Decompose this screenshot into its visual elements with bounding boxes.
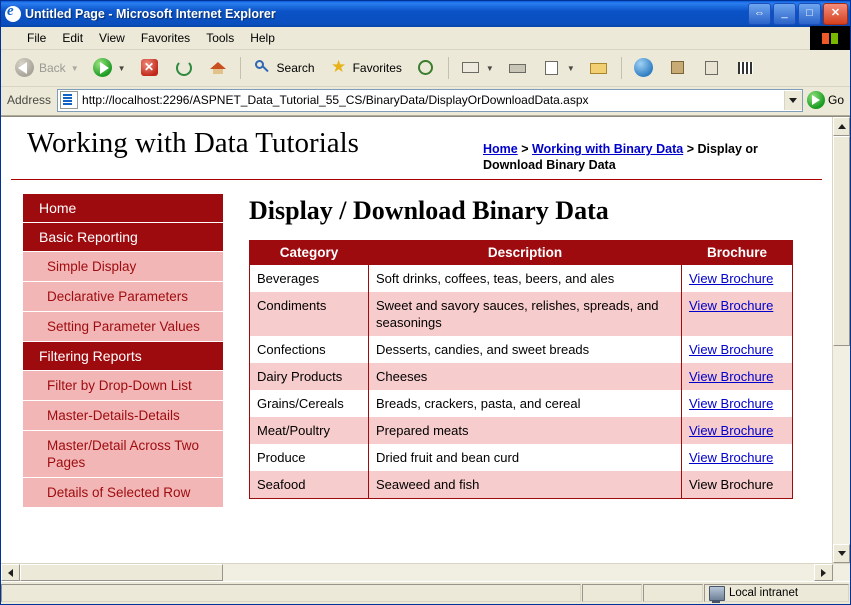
back-button-label: Back [39,61,66,75]
internet-explorer-icon [5,6,21,22]
address-bar [1,87,850,116]
view-brochure-link[interactable]: View Brochure [689,298,774,313]
messenger-button[interactable] [628,54,660,82]
horizontal-scrollbar[interactable] [1,563,850,581]
page-title: Display / Download Binary Data [249,196,609,225]
scroll-right-button[interactable] [814,564,833,581]
main-content [223,180,832,499]
stop-button[interactable] [134,54,166,82]
table-row [250,292,793,336]
menu-item-favorites[interactable]: Favorites [140,31,191,45]
view-brochure-link[interactable]: View Brochure [689,271,774,286]
toolbar-separator [240,57,241,79]
cell-category: Confections [250,336,369,363]
table-row [250,363,793,390]
print-button[interactable] [502,54,534,82]
column-header-description: Description [369,241,682,265]
cell-category: Condiments [250,292,369,336]
toolbar [1,50,850,87]
sidebar [1,180,223,508]
go-button-label: Go [827,93,844,107]
refresh-button[interactable] [168,54,200,82]
horizontal-scroll-thumb[interactable] [20,564,223,581]
view-brochure-text[interactable]: View Brochure [689,477,774,492]
favorites-button[interactable] [323,54,408,82]
home-icon [208,58,228,78]
cell-description: Desserts, candies, and sweet breads [369,336,682,363]
breadcrumb-separator-1: > [521,142,529,156]
address-dropdown-icon[interactable] [784,91,802,110]
sidebar-item-master-details-details[interactable]: Master-Details-Details [23,401,223,431]
cell-brochure [682,417,793,444]
barcode-button[interactable] [730,54,762,82]
search-button-label: Search [276,61,315,75]
back-dropdown-icon[interactable]: ▼ [70,63,79,73]
cell-description: Soft drinks, coffees, teas, beers, and ales [369,265,682,293]
breadcrumb-separator-2: > [686,142,694,156]
scroll-down-button[interactable] [833,544,850,563]
forward-arrow-icon [93,58,113,78]
column-header-category: Category [250,241,369,265]
notes-button[interactable] [696,54,728,82]
breadcrumb-link-binary-data[interactable]: Working with Binary Data [532,142,684,156]
cell-description: Seaweed and fish [369,471,682,499]
sidebar-item-filtering-reports[interactable]: Filtering Reports [23,342,223,371]
menu-item-file[interactable]: File [27,31,47,45]
edit-page-icon [542,58,562,78]
categories-table [249,240,793,499]
go-arrow-icon [807,91,825,109]
cell-description: Sweet and savory sauces, relishes, spreads, and seasonings [369,292,682,336]
favorites-button-label: Favorites [352,61,402,75]
menu-item-view[interactable]: View [99,31,125,45]
table-row [250,417,793,444]
edit-dropdown-icon[interactable]: ▼ [566,63,575,73]
network-icon [709,586,725,601]
close-window-button[interactable]: ✕ [823,3,848,25]
cell-description: Cheeses [369,363,682,390]
cell-brochure [682,390,793,417]
window-title: Untitled Page - Microsoft Internet Explorer [25,7,276,21]
document-area [1,116,850,563]
horizontal-scroll-track[interactable] [223,564,814,581]
security-zone-label: Local intranet [729,587,799,599]
sidebar-item-simple-display[interactable]: Simple Display [23,252,223,282]
notepad-icon [702,58,722,78]
cell-category: Grains/Cereals [250,390,369,417]
site-title: Working with Data Tutorials [27,127,359,159]
breadcrumb [483,127,808,173]
restore-window-button[interactable]: ⇔ [748,3,771,25]
vertical-scrollbar[interactable] [832,117,850,563]
vertical-scroll-track[interactable] [833,136,850,544]
security-zone[interactable] [704,584,849,602]
cell-brochure [682,336,793,363]
go-button[interactable] [807,91,848,109]
history-icon [416,58,436,78]
mail-dropdown-icon[interactable]: ▼ [485,63,494,73]
mail-icon [461,58,481,78]
status-bar [1,581,850,604]
home-button[interactable] [202,54,234,82]
sidebar-item-declarative-parameters[interactable]: Declarative Parameters [23,282,223,312]
toolbar-separator [621,57,622,79]
star-icon: ★ [330,57,347,76]
printer-icon [508,58,528,78]
search-icon [253,58,273,78]
cell-brochure [682,292,793,336]
breadcrumb-current: Display or Download Binary Data [483,142,758,172]
globe-icon [634,58,654,78]
cell-category: Dairy Products [250,363,369,390]
research-icon [668,58,688,78]
cell-category: Meat/Poultry [250,417,369,444]
page-header [11,117,822,180]
cell-brochure [682,265,793,293]
view-brochure-link[interactable]: View Brochure [689,369,774,384]
column-header-brochure: Brochure [682,241,793,265]
search-button[interactable] [247,54,321,82]
cell-brochure [682,471,793,499]
cell-brochure [682,444,793,471]
edit-button[interactable] [536,54,581,82]
content-row [1,180,832,508]
menu-item-tools[interactable]: Tools [206,31,235,45]
address-label: Address [7,93,52,107]
history-button[interactable] [410,54,442,82]
cell-category: Beverages [250,265,369,293]
forward-button[interactable] [87,54,132,82]
sidebar-item-master-detail-across-two-pages[interactable]: Master/Detail Across Two Pages [23,431,223,478]
sidebar-item-filter-by-drop-down-list[interactable]: Filter by Drop-Down List [23,371,223,401]
table-row [250,336,793,363]
discuss-button[interactable] [583,54,615,82]
sidebar-item-setting-parameter-values[interactable]: Setting Parameter Values [23,312,223,342]
scroll-left-button[interactable] [1,564,20,581]
cell-category: Produce [250,444,369,471]
folder-icon [589,58,609,78]
table-row [250,444,793,471]
menu-item-edit[interactable]: Edit [62,31,84,45]
cell-brochure [682,363,793,390]
view-brochure-link[interactable]: View Brochure [689,396,774,411]
back-button[interactable] [9,54,85,82]
cell-description: Prepared meats [369,417,682,444]
sidebar-item-home[interactable]: Home [23,194,223,223]
research-button[interactable] [662,54,694,82]
web-page [1,117,832,563]
cell-description: Breads, crackers, pasta, and cereal [369,390,682,417]
vertical-scroll-thumb[interactable] [833,136,850,346]
minimize-window-button[interactable]: _ [773,3,796,25]
view-brochure-link[interactable]: View Brochure [689,450,774,465]
title-bar [1,1,850,27]
table-row [250,265,793,293]
status-text [1,584,581,602]
cell-description: Dried fruit and bean curd [369,444,682,471]
windows-logo-icon [810,26,850,50]
breadcrumb-link-home[interactable]: Home [483,142,518,156]
scrollbar-corner [833,564,850,581]
table-row [250,390,793,417]
refresh-icon [174,58,194,78]
page-icon [60,91,78,109]
barcode-icon [736,58,756,78]
scroll-up-button[interactable] [833,117,850,136]
sidebar-item-basic-reporting[interactable]: Basic Reporting [23,223,223,252]
status-segment-1 [582,584,642,602]
cell-category: Seafood [250,471,369,499]
table-row [250,471,793,499]
address-input[interactable] [57,89,803,112]
status-segment-2 [643,584,703,602]
mail-button[interactable] [455,54,500,82]
forward-dropdown-icon[interactable]: ▼ [117,63,126,73]
view-brochure-link[interactable]: View Brochure [689,423,774,438]
back-arrow-icon [15,58,35,78]
menu-item-help[interactable]: Help [250,31,275,45]
menu-bar [1,27,850,50]
address-url-text: http://localhost:2296/ASPNET_Data_Tutorial_55_CS/BinaryData/DisplayOrDownloadData.aspx [82,93,589,107]
stop-icon: ✕ [140,58,160,78]
table-header-row [250,241,793,265]
maximize-window-button[interactable]: □ [798,3,821,25]
toolbar-separator [448,57,449,79]
view-brochure-link[interactable]: View Brochure [689,342,774,357]
sidebar-item-details-of-selected-row[interactable]: Details of Selected Row [23,478,223,508]
